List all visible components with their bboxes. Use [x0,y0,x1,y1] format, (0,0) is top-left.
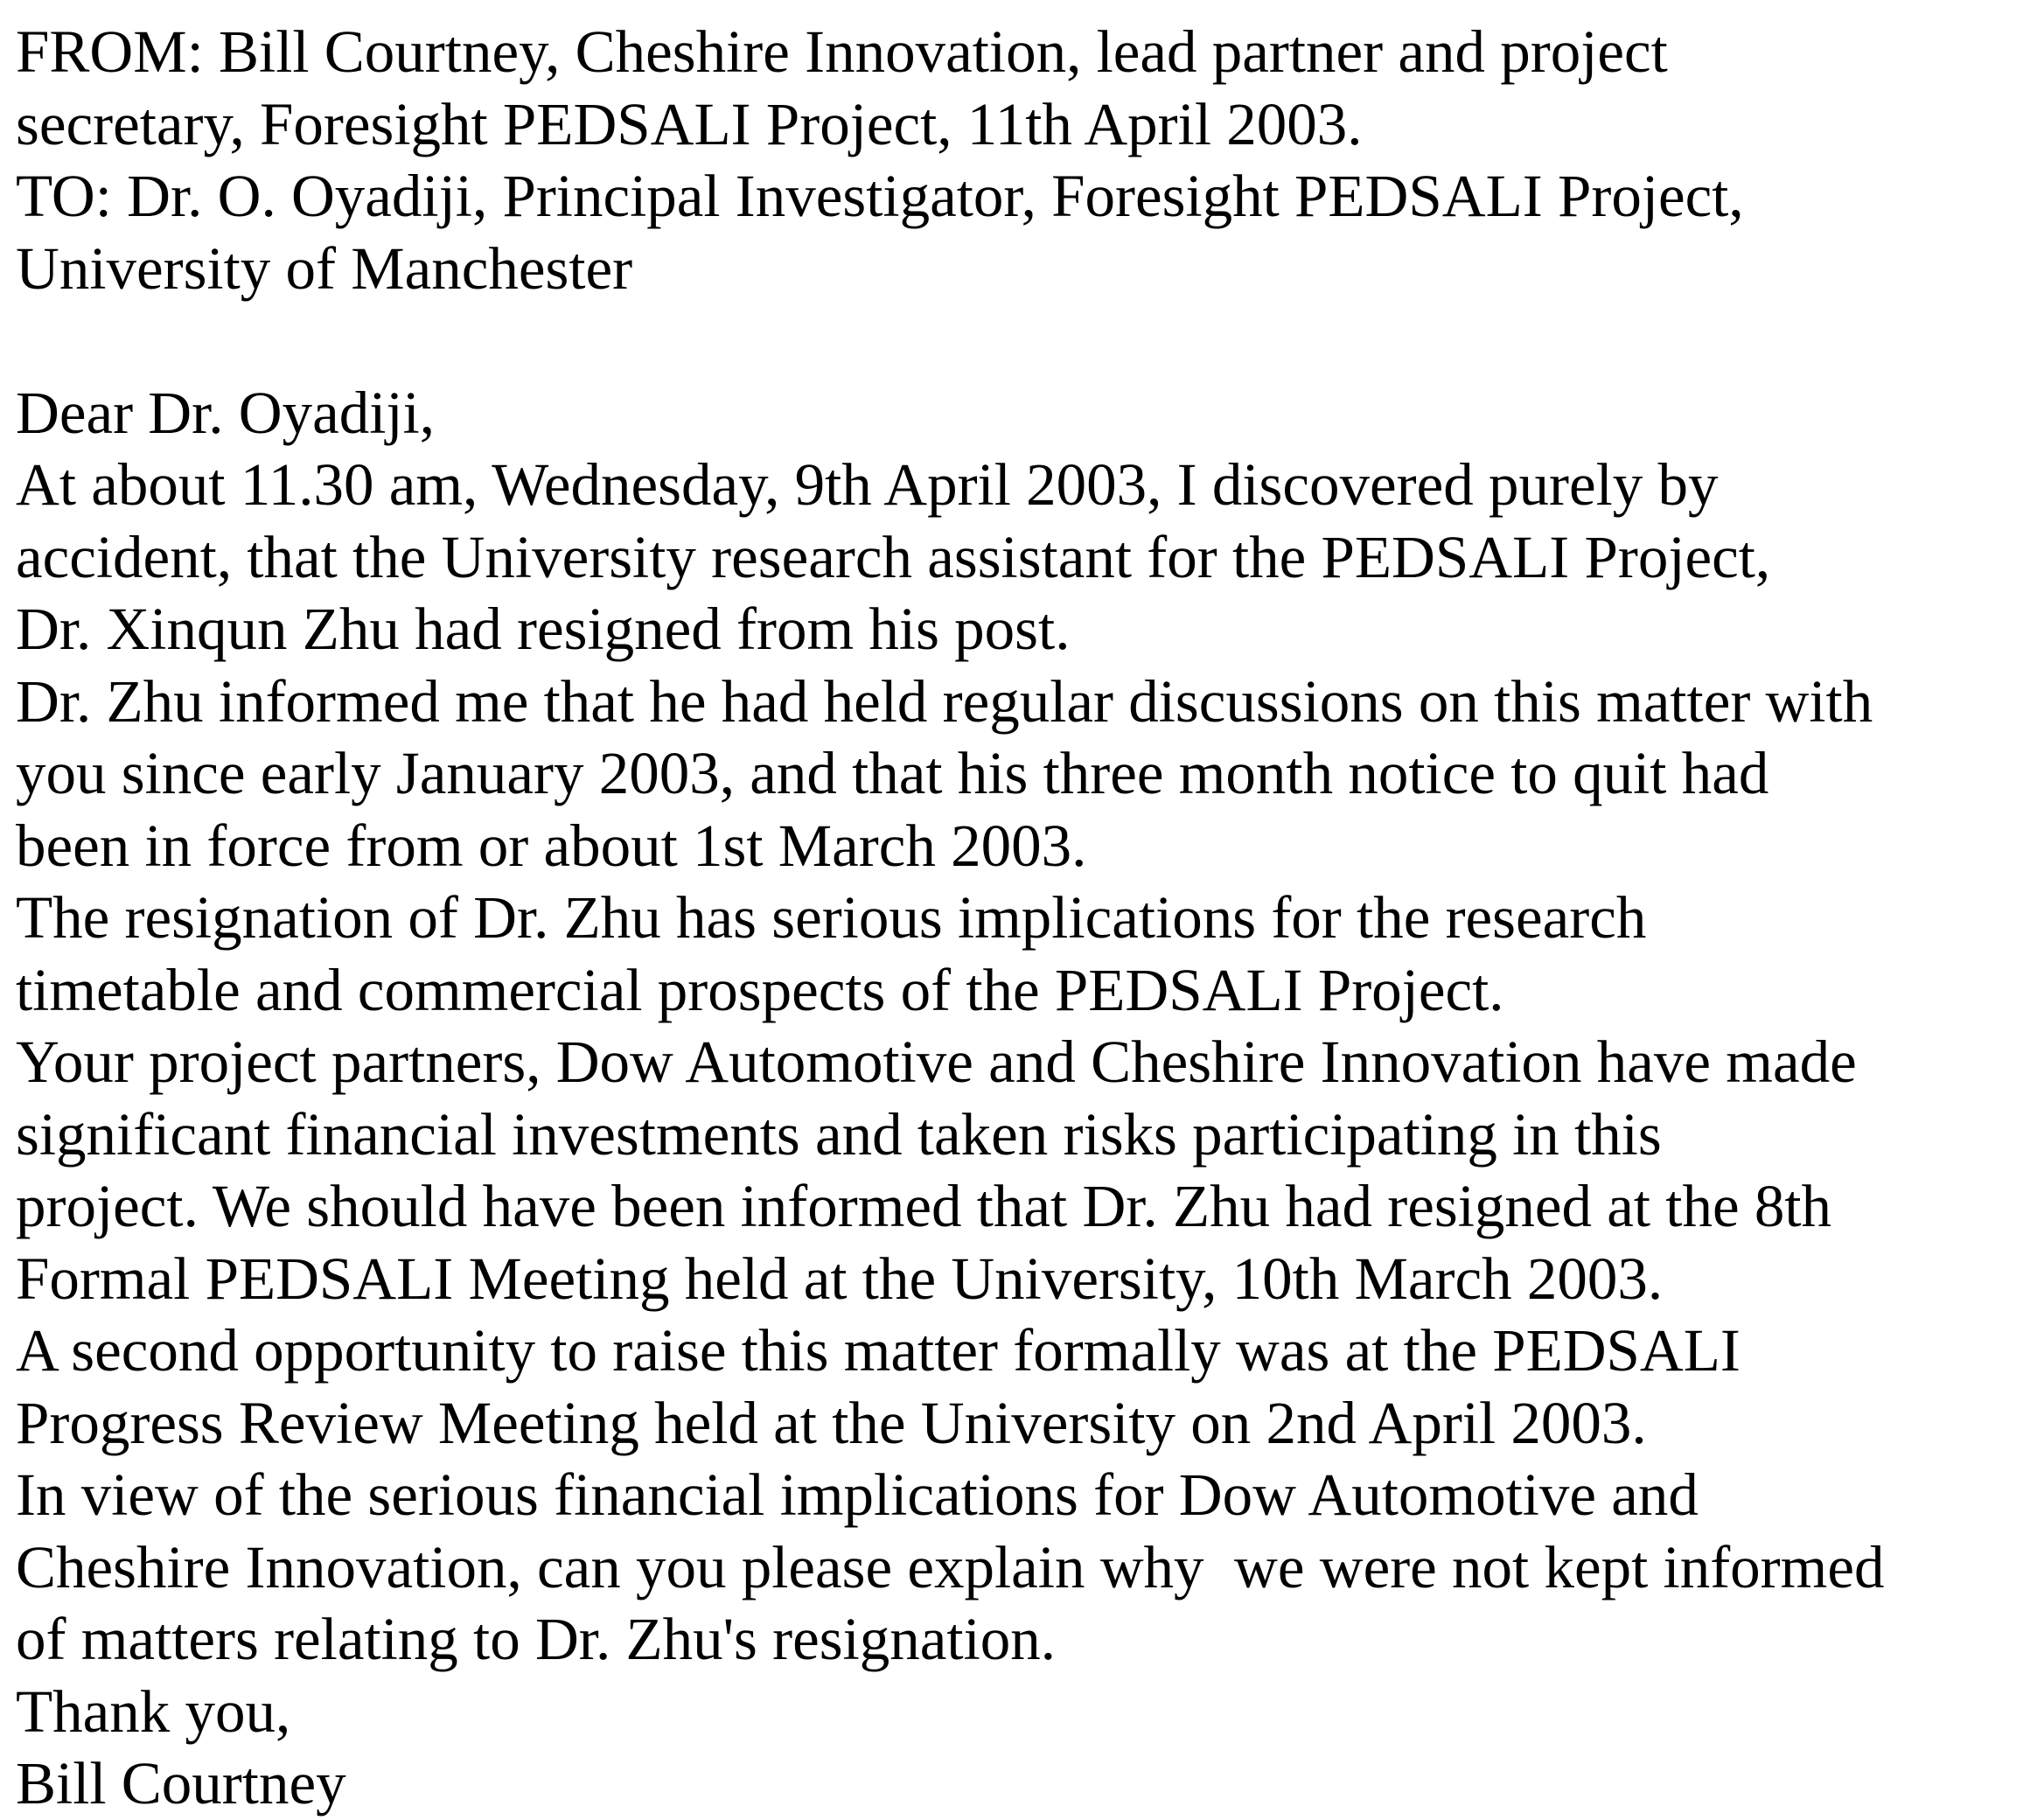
paragraph-line: Cheshire Innovation, can you please explain why we were not kept informed [16,1533,1885,1600]
from-line: secretary, Foresight PEDSALI Project, 11th April 2003. [16,90,1363,157]
paragraph-line: of matters relating to Dr. Zhu's resignation. [16,1606,1057,1672]
paragraph-request [16,1459,2027,1676]
from-block [16,16,2027,160]
closing: Thank you, [16,1677,291,1745]
paragraph-line: Dr. Xinqun Zhu had resigned from his post. [16,596,1071,662]
paragraph-line: In view of the serious financial implications for Dow Automotive and [16,1461,1699,1528]
paragraph-second-opportunity [16,1314,2027,1459]
paragraph-line: The resignation of Dr. Zhu has serious implications for the research [16,884,1647,951]
from-line: FROM: Bill Courtney, Cheshire Innovation, lead partner and project [16,18,1668,85]
paragraph-discovery [16,449,2027,666]
paragraph-line: Dr. Zhu informed me that he had held regular discussions on this matter with [16,667,1873,735]
paragraph-line: been in force from or about 1st March 2003. [16,812,1087,879]
to-block [16,160,2027,304]
paragraph-line: Formal PEDSALI Meeting held at the University, 10th March 2003. [16,1245,1664,1312]
paragraph-line: Progress Review Meeting held at the University on 2nd April 2003. [16,1389,1647,1456]
salutation: Dear Dr. Oyadiji, [16,379,436,446]
paragraph-line: Your project partners, Dow Automotive and Cheshire Innovation have made [16,1029,1857,1095]
to-line: TO: Dr. O. Oyadiji, Principal Investigator, Foresight PEDSALI Project, [16,163,1744,229]
to-line: University of Manchester [16,234,633,302]
paragraph-line: accident, that the University research assistant for the PEDSALI Project, [16,523,1771,590]
paragraph-line: timetable and commercial prospects of the PEDSALI Project. [16,956,1504,1023]
paragraph-line: At about 11.30 am, Wednesday, 9th April 2003, I discovered purely by [16,451,1719,518]
paragraph-line: significant financial investments and taken risks participating in this [16,1100,1662,1168]
letter-document [16,16,2027,1820]
paragraph-implications [16,882,2027,1026]
paragraph-line: you since early January 2003, and that his three month notice to quit had [16,740,1769,806]
paragraph-partners [16,1026,2027,1314]
signature: Bill Courtney [16,1750,346,1817]
paragraph-discussions [16,666,2027,882]
paragraph-line: project. We should have been informed that Dr. Zhu had resigned at the 8th [16,1173,1831,1239]
paragraph-line: A second opportunity to raise this matter formally was at the PEDSALI [16,1317,1741,1384]
blank-line [16,304,2027,377]
